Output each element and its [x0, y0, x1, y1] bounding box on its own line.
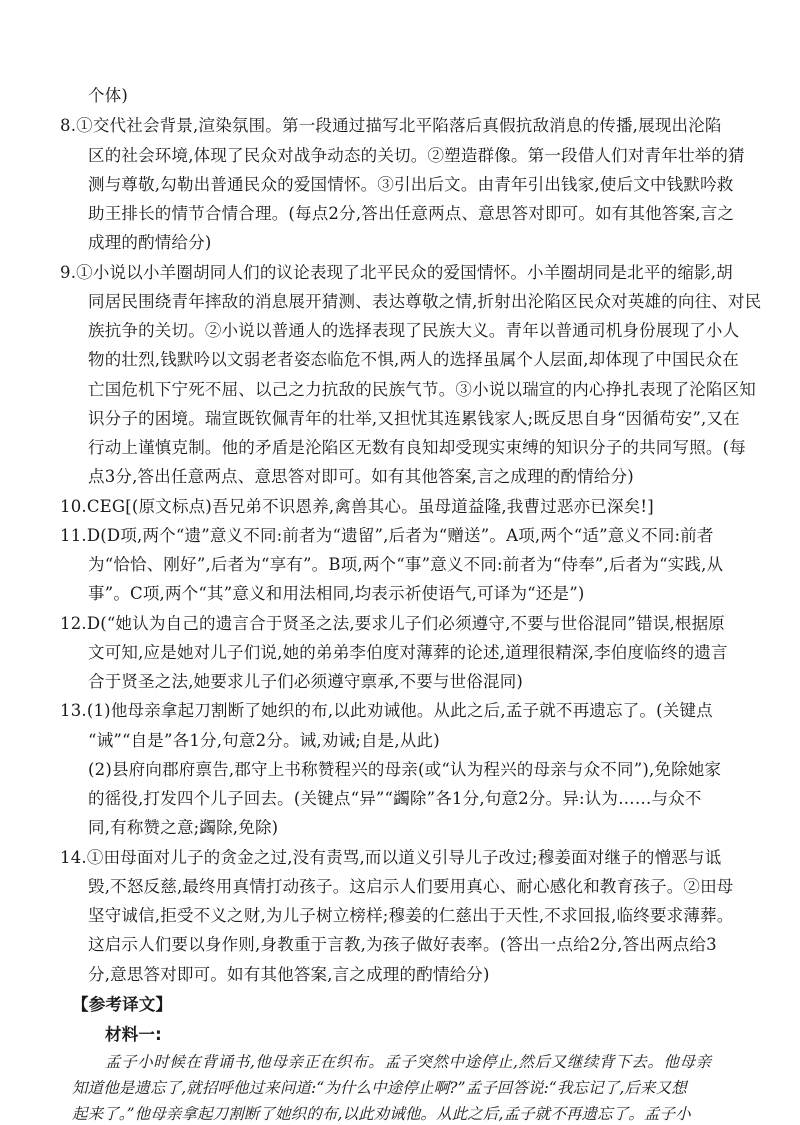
- answer-10-line: 10.CEG[(原文标点)吾兄弟不识恩养,禽兽其心。虽母道益隆,我曹过恶亦已深矣!]: [60, 497, 654, 516]
- text-line: 这启示人们要以身作则,身教重于言教,为孩子做好表率。(答出一点给2分,答出两点给3: [88, 935, 717, 954]
- section-heading: 【参考译文】: [72, 995, 173, 1014]
- text-line: 合于贤圣之法,她要求儿子们必须遵守禀承,不要与世俗混同): [88, 672, 524, 691]
- text-line: 成理的酌情给分): [88, 233, 212, 252]
- translation-line: 知道他是遗忘了,就招呼他过来问道:“为什么中途停止啊?”孟子回答说:“我忘记了,后来又想: [72, 1079, 687, 1097]
- material-heading: 材料一:: [105, 1025, 162, 1044]
- text-line: 物的壮烈,钱默吟以文弱老者姿态临危不惧,两人的选择虽属个人层面,却体现了中国民众在: [88, 350, 739, 369]
- text-line: 同,有称赞之意;蠲除,免除): [88, 818, 279, 837]
- text-line: 点3分,答出任意两点、意思答对即可。如有其他答案,言之成理的酌情给分): [88, 467, 634, 486]
- text-line: 个体): [88, 86, 129, 105]
- text-line: 文可知,应是她对儿子们说,她的弟弟李伯度对薄葬的论述,道理很精深,李伯度临终的遗言: [88, 643, 728, 662]
- text-line: 同居民围绕青年摔敌的消息展开猜测、表达尊敬之情,折射出沦陷区民众对英雄的向往、对民: [88, 292, 762, 311]
- text-line: (2)县府向郡府禀告,郡守上书称赞程兴的母亲(或“认为程兴的母亲与众不同”),免除她家: [88, 760, 722, 779]
- text-line: “诫”“自是”各1分,句意2分。诫,劝诫;自是,从此): [88, 731, 440, 750]
- text-line: 助王排长的情节合情合理。(每点2分,答出任意两点、意思答对即可。如有其他答案,言之: [88, 204, 735, 223]
- text-line: 亡国危机下宁死不屈、以己之力抗敌的民族气节。③小说以瑞宣的内心挣扎表现了沦陷区知: [88, 380, 756, 399]
- text-line: 毁,不怒反慈,最终用真情打动孩子。这启示人们要用真心、耐心感化和教育孩子。②田母: [88, 877, 734, 896]
- text-line: 区的社会环境,体现了民众对战争动态的关切。②塑造群像。第一段借人们对青年壮举的猜: [88, 146, 745, 165]
- text-line: 识分子的困境。瑞宣既钦佩青年的壮举,又担忧其连累钱家人;既反思自身“因循苟安”,又在: [88, 409, 740, 428]
- text-line: 分,意思答对即可。如有其他答案,言之成理的酌情给分): [88, 965, 490, 984]
- answer-13-line: 13.(1)他母亲拿起刀割断了她织的布,以此劝诫他。从此之后,孟子就不再遗忘了。(关键点: [60, 701, 713, 720]
- answer-11-line: 11.D(D项,两个“遗”意义不同:前者为“遗留”,后者为“赠送”。A项,两个“适”意义不同:前者: [60, 526, 714, 545]
- text-line: 的徭役,打发四个儿子回去。(关键点“异”“蠲除”各1分,句意2分。异:认为……与众不: [88, 789, 702, 808]
- text-line: 坚守诚信,拒受不义之财,为儿子树立榜样;穆姜的仁慈出于天性,不求回报,临终要求薄葬。: [88, 906, 734, 925]
- translation-line: 起来了。”他母亲拿起刀割断了她织的布,以此劝诫他。从此之后,孟子就不再遗忘了。孟子小: [72, 1105, 691, 1123]
- text-line: 族抗争的关切。②小说以普通人的选择表现了民族大义。青年以普通司机身份展现了小人: [88, 321, 740, 340]
- answer-12-line: 12.D(“她认为自己的遗言合于贤圣之法,要求儿子们必须遵守,不要与世俗混同”错误,根据原: [60, 614, 726, 633]
- answer-9-line: 9.①小说以小羊圈胡同人们的议论表现了北平民众的爱国情怀。小羊圈胡同是北平的缩影,胡: [60, 263, 733, 282]
- text-line: 为“恰恰、刚好”,后者为“享有”。B项,两个“事”意义不同:前者为“侍奉”,后者为“实践,从: [88, 555, 724, 574]
- text-line: 测与尊敬,勾勒出普通民众的爱国情怀。③引出后文。由青年引出钱家,使后文中钱默吟救: [88, 175, 734, 194]
- translation-line: 孟子小时候在背诵书,他母亲正在织布。孟子突然中途停止,然后又继续背下去。他母亲: [105, 1053, 712, 1071]
- answer-14-line: 14.①田母面对儿子的贪金之过,没有责骂,而以道义引导儿子改过;穆姜面对继子的憎恶与诋: [60, 848, 722, 867]
- text-line: 行动上谨慎克制。他的矛盾是沦陷区无数有良知却受现实束缚的知识分子的共同写照。(每: [88, 438, 746, 457]
- answer-8-line: 8.①交代社会背景,渲染氛围。第一段通过描写北平陷落后真假抗敌消息的传播,展现出沦陷: [60, 116, 722, 135]
- text-line: 事”。C项,两个“其”意义和用法相同,均表示祈使语气,可译为“还是”): [88, 584, 585, 603]
